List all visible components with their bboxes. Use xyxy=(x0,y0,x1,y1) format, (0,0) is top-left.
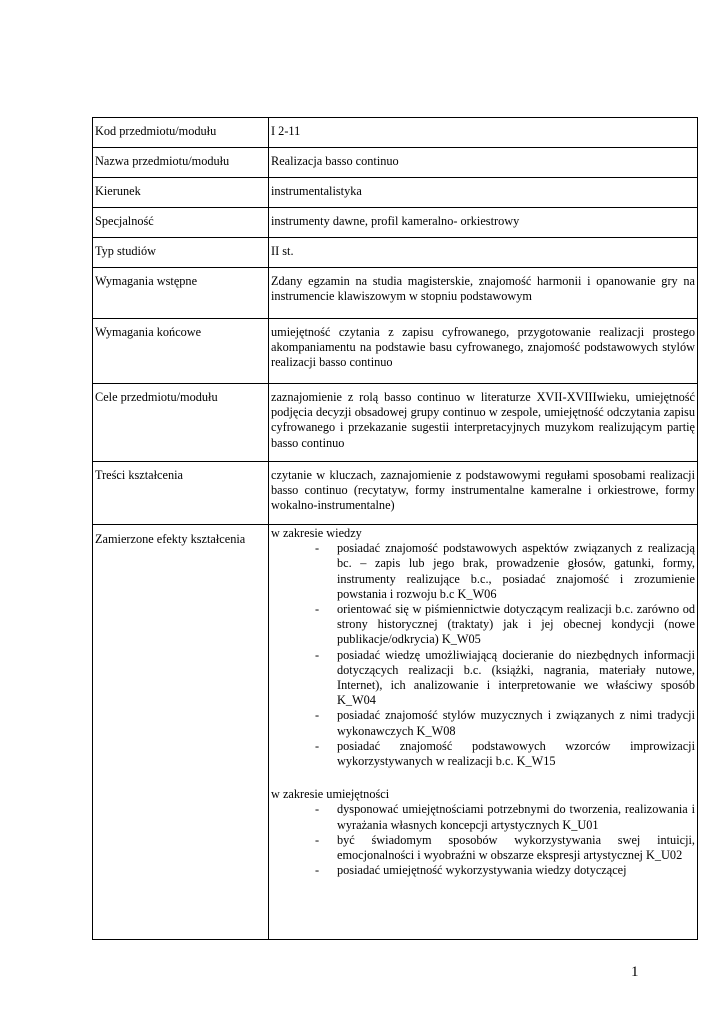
list-item-text: dysponować umiejętnościami potrzebnymi do tworzenia, realizowania i wyrażania własnych koncepcji artystycznych K_U01 xyxy=(337,802,695,832)
syllabus-table xyxy=(92,117,698,940)
table-row-effects xyxy=(93,525,698,940)
table-row xyxy=(93,178,698,208)
list-item-text: posiadać znajomość stylów muzycznych i związanych z nimi tradycji wykonawczych K_W08 xyxy=(337,708,695,738)
row-value: Zdany egzamin na studia magisterskie, znajomość harmonii i opanowanie gry na instrumencie klawiszowym w stopniu podstawowym xyxy=(269,268,698,319)
list-item-text: posiadać znajomość podstawowych aspektów związanych z realizacją bc. – zapis lub jego brak, prowadzenie głosów, gatunki, formy, instrumenty realizujące b.c., posiadać znajomość i zrozumienie powstania i rozwoju b.c K_W06 xyxy=(337,541,695,601)
row-value: I 2-11 xyxy=(269,118,698,148)
list-item-text: posiadać umiejętność wykorzystywania wiedzy dotyczącej xyxy=(337,863,627,878)
list-item xyxy=(315,802,695,832)
row-value: Realizacja basso continuo xyxy=(269,148,698,178)
row-label: Typ studiów xyxy=(93,238,269,268)
table-row xyxy=(93,319,698,384)
effects-content xyxy=(271,525,695,939)
row-value: instrumenty dawne, profil kameralno- orkiestrowy xyxy=(269,208,698,238)
skills-list xyxy=(271,802,695,878)
page-number: 1 xyxy=(631,964,639,980)
row-label: Wymagania wstępne xyxy=(93,268,269,319)
list-marker: - xyxy=(315,802,320,817)
list-marker: - xyxy=(315,541,320,556)
table-row xyxy=(93,148,698,178)
row-label: Specjalność xyxy=(93,208,269,238)
list-item-text: być świadomym sposobów wykorzystywania swej intuicji, emocjonalności i wyobraźni w obszarze ekspresji artystycznej K_U02 xyxy=(337,832,695,863)
list-item xyxy=(315,738,695,769)
row-value: II st. xyxy=(269,238,698,268)
knowledge-heading: w zakresie wiedzy xyxy=(271,526,362,540)
table-row xyxy=(93,238,698,268)
row-value: czytanie w kluczach, zaznajomienie z podstawowymi regułami sposobami realizacji basso continuo (recytatyw, formy instrumentalne kameralne i orkiestrowe, formy wokalno-instrumentalne) xyxy=(269,462,698,525)
list-item-text: posiadać wiedzę umożliwiającą docieranie do niezbędnych informacji dotyczących realizacji b.c. (książki, nagrania, materiały nutowe, Internet), ich analizowanie i interpretowanie we właściwy sposób K_W04 xyxy=(337,647,695,708)
list-item xyxy=(315,602,695,648)
row-value: umiejętność czytania z zapisu cyfrowanego, przygotowanie realizacji prostego akompaniamentu na podstawie basu cyfrowanego, znajomość podstawowych stylów realizacji basso continuo xyxy=(269,319,698,384)
effects-cell xyxy=(269,525,698,940)
list-item xyxy=(315,647,695,709)
table-row xyxy=(93,208,698,238)
row-label: Nazwa przedmiotu/modułu xyxy=(93,148,269,178)
row-value: instrumentalistyka xyxy=(269,178,698,208)
row-label: Wymagania końcowe xyxy=(93,319,269,384)
spacer xyxy=(271,769,695,787)
table-row xyxy=(93,384,698,462)
skills-heading: w zakresie umiejętności xyxy=(271,787,390,802)
table-row xyxy=(93,118,698,148)
row-label: Treści kształcenia xyxy=(93,462,269,525)
row-label: Cele przedmiotu/modułu xyxy=(93,384,269,462)
list-item xyxy=(315,863,695,878)
row-label: Zamierzone efekty kształcenia xyxy=(93,525,269,940)
row-value: zaznajomienie z rolą basso continuo w literaturze XVII-XVIIIwieku, umiejętność podjęcia decyzji obsadowej grupy continuo w zespole, umiejętność odczytania zapisu cyfrowanego i przekazanie sugestii interpretacyjnych muzykom realizującym partię basso continuo xyxy=(269,384,698,462)
table-row xyxy=(93,462,698,525)
list-item-text: orientować się w piśmiennictwie dotyczącym realizacji b.c. zarówno od strony historycznej (traktaty) jak i jej obecnej kondycji (nowe publikacje/odkrycia) K_W05 xyxy=(337,602,695,647)
list-marker: - xyxy=(315,863,320,878)
table-row xyxy=(93,268,698,319)
list-item xyxy=(315,832,695,863)
list-marker: - xyxy=(315,832,320,847)
list-item xyxy=(315,708,695,738)
row-label: Kod przedmiotu/modułu xyxy=(93,118,269,148)
knowledge-list xyxy=(271,541,695,769)
row-label: Kierunek xyxy=(93,178,269,208)
list-marker: - xyxy=(315,602,320,617)
list-marker: - xyxy=(315,738,320,753)
list-item-text: posiadać znajomość podstawowych wzorców improwizacji wykorzystywanych w realizacji b.c. K_W15 xyxy=(337,738,695,769)
list-item xyxy=(315,541,695,602)
list-marker: - xyxy=(315,647,320,662)
list-marker: - xyxy=(315,708,320,723)
